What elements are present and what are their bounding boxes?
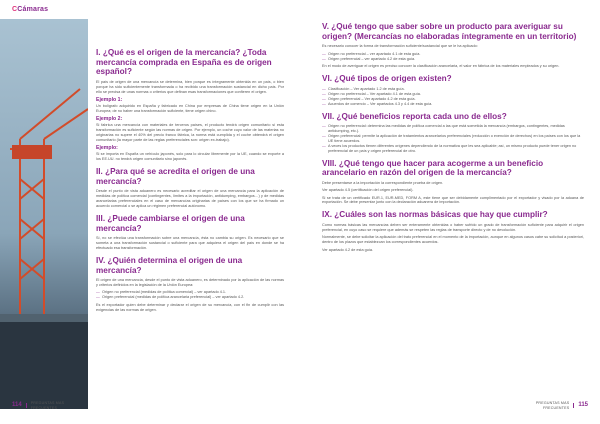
- example-3-title: Ejemplo:: [96, 145, 118, 152]
- right-page: [300, 0, 600, 424]
- section-6: [322, 74, 584, 106]
- list-item[interactable]: — Acuerdos de comercio – Ver apartados 4.3 y 4.4 de esta guía.: [322, 102, 584, 107]
- page-number: 115: [573, 403, 588, 407]
- section-8-detail: Si se trata de un certificado EUR.1, EUR-MED, FORM A, este tiene que ser debidamente cumplimentado por el exportador y visado por la aduana de exportación. Se debe presentar junto con la declaración aduanera de importación.: [322, 195, 584, 205]
- footer-title: PREGUNTAS MAS: [30, 401, 65, 406]
- section-9-text-2: Normalmente, se debe solicitar la aplicación del trato preferencial en el momento de la importación, aunque en algunos casos cabe su solicitud a posteriori, dentro de los plazos que establezcan los correspondientes acuerdos.: [322, 235, 584, 245]
- example-3-text: Si se importa en España un vehículo japonés, solo para lo circular libremente por la UE, cuando se exporte a los EE.UU. no tendrá origen comunitario sino japonés.: [96, 152, 284, 162]
- section-6-list: [322, 87, 584, 107]
- section-4-closing: Es el exportador quien debe determinar y declarar el origen de su mercancía, con el fin de cumplir con las exigencias de las normas de origen.: [96, 303, 284, 313]
- list-item[interactable]: — Origen no preferencial (medidas de política comercial) – ver apartado 4.1.: [96, 290, 284, 295]
- example-1-text: Un bolígrafo adquirido en España y fabricado en China por empresas de China tiene origen en la Unión Europea; de no haber una transformación suficiente, tiene origen chino.: [96, 104, 284, 113]
- section-4: [96, 256, 284, 313]
- section-5-list: [322, 52, 584, 62]
- page-number: 114: [12, 403, 27, 407]
- section-7-list: [322, 124, 584, 153]
- footer-subtitle: FRECUENTES: [542, 405, 570, 410]
- section-8-ref[interactable]: Ver apartado 4.5 (certificación del origen preferencial).: [322, 188, 414, 193]
- left-column: [96, 48, 284, 318]
- section-9-title: IX. ¿Cuáles son las normas básicas que hay que cumplir?: [322, 210, 548, 220]
- section-1: [96, 48, 284, 162]
- section-9-ref[interactable]: Ver apartado 4.2 de esta guía.: [322, 247, 374, 252]
- example-1-title: Ejemplo 1:: [96, 97, 123, 103]
- list-item[interactable]: — Clasificación – Ver apartado 1.2 de esta guía.: [322, 87, 584, 92]
- section-8: [322, 159, 584, 206]
- section-4-list: [96, 290, 284, 300]
- section-4-title: IV. ¿Quién determina el origen de una mercancía?: [96, 255, 243, 275]
- section-3: [96, 214, 284, 251]
- right-footer: [536, 401, 588, 410]
- section-5: [322, 22, 584, 69]
- section-5-title: V. ¿Qué tengo que saber sobre un producto para averiguar su origen? (Mercancías no elaboradas íntegramente en un territorio): [322, 22, 577, 41]
- section-3-text: Sí, no se efectúa una transformación sobre una mercancía, ésta no cambia su origen. Es necesario que se someta a una transformación sustancial o suficiente para que adquiera el origen del país en donde se ha efectuado esa transformación.: [96, 236, 284, 251]
- section-1-title: I. ¿Qué es el origen de la mercancía? ¿Toda mercancía comprada en España es de origen español?: [96, 48, 272, 77]
- list-item[interactable]: — Origen preferencial – ver apartado 4.2 de esta guía.: [322, 57, 584, 62]
- list-item: — Origen preferencial: permite la aplicación de tratamientos arancelarios preferenciales (reducción o exención de derechos) en los países con los que la UE tiene acuerdos.: [322, 134, 584, 144]
- section-8-text: Debe presentarse a la importación la correspondiente prueba de origen.: [322, 180, 444, 185]
- list-item: — Origen no preferencial: determina las medidas de política comercial a las que está sometida la mercancía (embargos, contingentes, medidas antidumping, etc.).: [322, 124, 584, 134]
- left-footer: [12, 401, 64, 410]
- list-item[interactable]: — Origen no preferencial – ver apartado 4.1 de esta guía.: [322, 52, 584, 57]
- section-2-text: Desde el punto de vista aduanero es necesario acreditar el origen de una mercancía para la aplicación de medidas de política comercial (contingentes, límites a la importación, antidumping, embargos…) y de medidas arancelarias preferenciales en el caso de mercancías originarias de países con los que se ha firmado un acuerdo comercial o se aplica un régimen preferencial autónomo.: [96, 189, 284, 209]
- chambers-logo: CCámaras: [12, 6, 49, 13]
- list-item[interactable]: — Origen preferencial – Ver apartado 4.2 de esta guía.: [322, 97, 584, 102]
- section-9-text: Como normas básicas las mercancías deben ser enteramente obtenidas o haber sufrido un grado de transformación suficiente para adquirir el origen preferencial, en cuyo caso se requiere que además se respeten las reglas de transporte directo y de no devolución.: [322, 222, 584, 232]
- list-item: — A veces los productos tienen diferentes orígenes dependiendo de la normativa que les sea aplicable; así, un mismo producto puede tener origen no preferencial de un país y origen preferencial de otro.: [322, 144, 584, 154]
- section-2-title: II. ¿Para qué se acredita el origen de una mercancía?: [96, 167, 255, 186]
- list-item[interactable]: — Origen no preferencial – Ver apartado 4.1 de esta guía.: [322, 92, 584, 97]
- section-4-text: El origen de una mercancía, desde el punto de vista aduanero, es determinado por la aplicación de las normas y criterios definidos en la legislación de la Unión Europea:: [96, 278, 284, 288]
- section-5-text: Es necesario conocer la forma de transformación suficiente/sustancial que se le ha aplicado:: [322, 44, 478, 49]
- section-7-title: VII. ¿Qué beneficios reporta cada uno de ellos?: [322, 111, 507, 121]
- footer-title: PREGUNTAS MAS: [535, 401, 570, 406]
- harbour-crane-photo: [0, 19, 88, 409]
- list-item[interactable]: — Origen preferencial (medidas de política arancelaria preferencial) – ver apartado 4.2.: [96, 295, 284, 300]
- right-column: [322, 22, 584, 258]
- section-1-text: El país de origen de una mercancía se determina, bien porque es íntegramente obtenida en un país, o bien porque ha sido suficientemente transformada o ha recibido una transformación sustancial en dicho país. Por ello se precisa de unas normas o criterios que definan esas transformaciones que confieren el origen.: [96, 79, 284, 94]
- footer-subtitle: FRECUENTES: [30, 405, 58, 410]
- crane-illustration: [0, 19, 88, 409]
- section-9: [322, 210, 584, 252]
- section-2: [96, 167, 284, 209]
- section-6-title: VI. ¿Qué tipos de origen existen?: [322, 74, 452, 84]
- section-3-title: III. ¿Puede cambiarse el origen de una mercancía?: [96, 214, 245, 233]
- section-7: [322, 112, 584, 154]
- section-8-title: VIII. ¿Qué tengo que hacer para acogerme a un beneficio arancelario en razón del origen de la mercancía?: [322, 158, 544, 178]
- section-5-closing: En el modo de averiguar el origen es preciso conocer la clasificación arancelaria, el valor en fábrica de los materiales empleados y su origen.: [322, 64, 560, 69]
- example-2-title: Ejemplo 2:: [96, 116, 123, 123]
- example-2-text: Si fabrica una mercancía con materiales de terceros países, el producto tendrá origen comunitario si esta transformación es suficiente según las normas de origen. Por ejemplo, un coche cuyo valor de las materias no originarias no supere el 40% del precio franco fábrica, la norma está cumplida y el coche obtendrá el origen comunitario (la mayor parte de las reglas preferenciales son: origen ex-trabajo).: [96, 123, 284, 143]
